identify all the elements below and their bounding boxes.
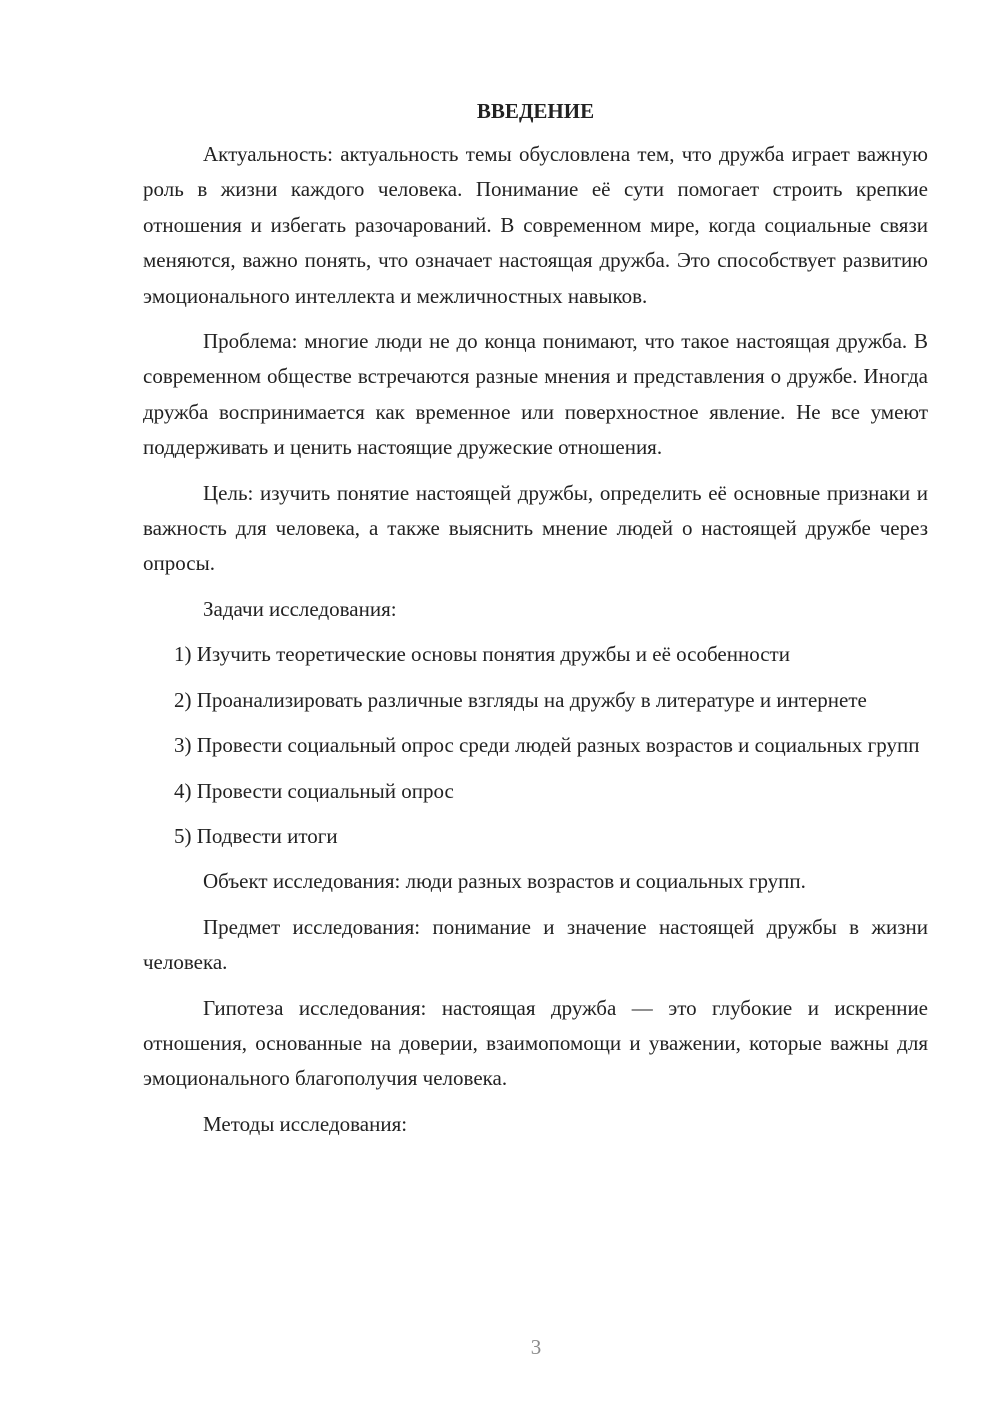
task-item-5: 5) Подвести итоги <box>174 823 338 848</box>
paragraph-methods-heading: Методы исследования: <box>203 1111 408 1136</box>
task-item-4: 4) Провести социальный опрос <box>174 778 454 803</box>
paragraph-relevance: Актуальность: актуальность темы обусловлена тем, что дружба играет важную роль в жизни каждого человека. Понимание её сути помогает строить крепкие отношения и избегать разочарований. В современном мире, когда социальные связи меняются, важно понять, что означает настоящая дружба. Это способствует развитию эмоционального интеллекта и межличностных навыков. <box>143 142 928 308</box>
paragraph-tasks-heading: Задачи исследования: <box>203 596 397 621</box>
task-item-1: 1) Изучить теоретические основы понятия дружбы и её особенности <box>174 642 790 667</box>
paragraph-subject: Предмет исследования: понимание и значение настоящей дружбы в жизни человека. <box>143 914 928 975</box>
task-item-3: 3) Провести социальный опрос среди людей разных возрастов и социальных групп <box>174 733 920 758</box>
paragraph-problem: Проблема: многие люди не до конца понимают, что такое настоящая дружба. В современном обществе встречаются разные мнения и представления о дружбе. Иногда дружба воспринимается как временное или поверхностное явление. Не все умеют поддерживать и ценить настоящие дружеские отношения. <box>143 329 928 460</box>
paragraph-goal: Цель: изучить понятие настоящей дружбы, определить её основные признаки и важность для человека, а также выяснить мнение людей о настоящей дружбе через опросы. <box>143 480 928 576</box>
page-number: 3 <box>530 1335 542 1359</box>
section-title: ВВЕДЕНИЕ <box>476 99 595 123</box>
task-item-2: 2) Проанализировать различные взгляды на дружбу в литературе и интернете <box>174 687 867 712</box>
page-content <box>143 95 928 1152</box>
paragraph-hypothesis: Гипотеза исследования: настоящая дружба — это глубокие и искренние отношения, основанные на доверии, взаимопомощи и уважении, которые важны для эмоционального благополучия человека. <box>143 995 928 1091</box>
paragraph-object: Объект исследования: люди разных возрастов и социальных групп. <box>203 869 806 894</box>
